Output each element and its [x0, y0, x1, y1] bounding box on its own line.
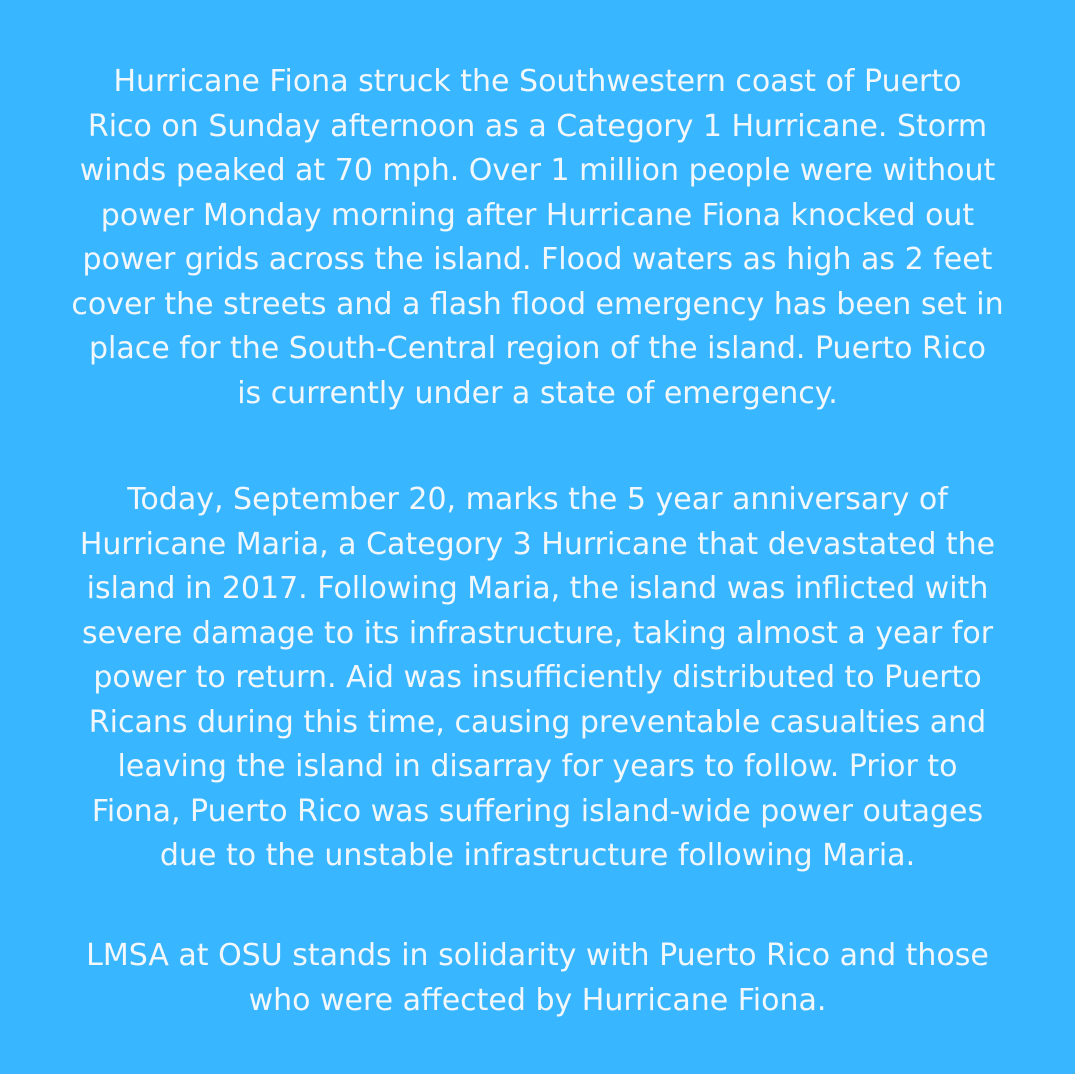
text-line: is currently under a state of emergency. — [237, 375, 838, 411]
text-line: power Monday morning after Hurricane Fiona knocked out — [100, 197, 975, 233]
text-line: LMSA at OSU stands in solidarity with Puerto Rico and those — [86, 938, 989, 973]
text-line: Fiona, Puerto Rico was suffering island-wide power outages — [91, 793, 984, 829]
text-line: power grids across the island. Flood waters as high as 2 feet — [82, 242, 993, 277]
text-line: due to the unstable infrastructure following Maria. — [159, 838, 916, 873]
text-line: Ricans during this time, causing preventable casualties and — [88, 704, 987, 740]
text-line: Rico on Sunday afternoon as a Category 1 Hurricane. Storm — [87, 108, 988, 144]
text-line: severe damage to its infrastructure, taking almost a year for — [81, 615, 994, 651]
text-line: power to return. Aid was insufficiently distributed to Puerto — [93, 660, 982, 695]
text-line: cover the streets and a flash flood emergency has been set in — [71, 286, 1004, 322]
paragraph-fiona-impact — [30, 60, 1045, 416]
paragraph-maria-anniversary — [30, 478, 1045, 879]
text-line: Hurricane Maria, a Category 3 Hurricane that devastated the — [79, 526, 996, 562]
text-line: who were affected by Hurricane Fiona. — [248, 982, 827, 1018]
text-line: island in 2017. Following Maria, the island was inflicted with — [86, 571, 989, 606]
text-line: Hurricane Fiona struck the Southwestern coast of Puerto — [113, 64, 962, 99]
text-line: place for the South-Central region of the island. Puerto Rico — [88, 331, 987, 366]
paragraph-solidarity-statement — [30, 934, 1045, 1023]
text-line: leaving the island in disarray for years to follow. Prior to — [117, 749, 958, 784]
text-line: Today, September 20, marks the 5 year anniversary of — [127, 482, 948, 517]
text-line: winds peaked at 70 mph. Over 1 million people were without — [79, 153, 996, 188]
